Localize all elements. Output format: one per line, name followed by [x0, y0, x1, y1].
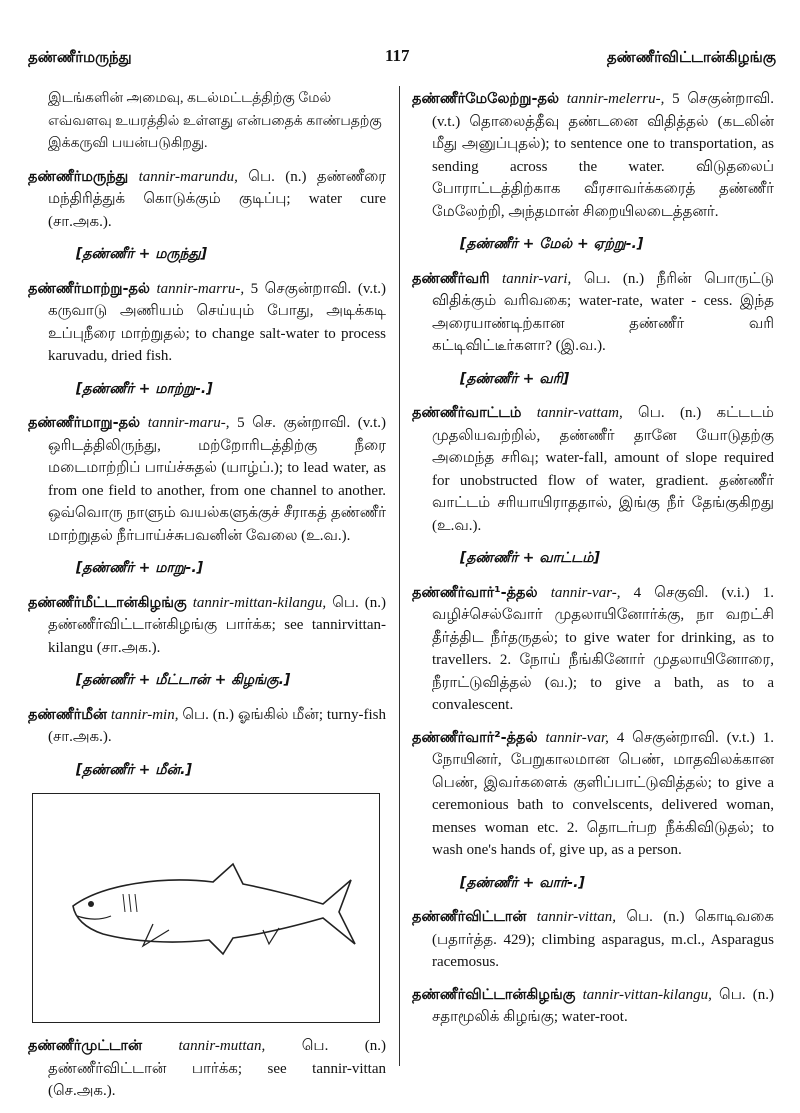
entry-body: 5 செகுன்றாவி. (v.t.) கருவாடு அணியம் செய்யும் போது, அடிக்கடி உப்புநீரை மாற்றுதல்; to change salt-water to process karuvadu, dried fish.: [48, 280, 387, 364]
header-left-guideword: தண்ணீர்மருந்து: [28, 48, 132, 66]
entry-etymology: [தண்ணீர் + வாட்டம்]: [460, 550, 600, 566]
entry-etymology: [தண்ணீர் + மாறு-.]: [76, 560, 204, 576]
entry-body: 5 செ. குன்றாவி. (v.t.) ஒரிடத்திலிருந்து, மற்றோரிடத்திற்கு நீரை மடைமாற்றிப் பாய்ச்சுதல் (யாழ்ப்.); to lead water, as from one field to another, from one channel to another. ஒவ்வொரு நாளும் வயல்களுக்குச் சீராகத் தண்ணீர் மாற்றுதல் நீர்பாய்ச்சுபவனின் வேலை (உ.வ.).: [48, 415, 386, 544]
entry-transliteration: tannir-vari,: [502, 270, 572, 287]
entry-headword: தண்ணீர்மாறு-தல்: [28, 415, 141, 431]
entry-etymology: [தண்ணீர் + மீன்.]: [76, 761, 192, 778]
dictionary-entry: [412, 984, 774, 1029]
entry-headword: தண்ணீர்வார்²-த்தல்: [412, 729, 538, 746]
entry-body: பெ. (n.) தண்ணீர்விட்டான்கிழங்கு பார்க்க; see tannirvittan-kilangu (சா.அக.).: [48, 594, 387, 656]
header-right-guideword: தண்ணீர்விட்டான்கிழங்கு: [606, 48, 776, 66]
fish-illustration-icon: [33, 794, 379, 1022]
entry-headword: தண்ணீர்மாற்று-தல்: [28, 280, 150, 297]
entry-transliteration: tannir-vattam,: [536, 405, 623, 421]
continuation-text: இடங்களின் அமைவு, கடல்மட்டத்திற்கு மேல் எவ்வளவு உயரத்தில் உள்ளது என்பதைக் காண்பதற்கு இக்கருவி பயன்படுகிறது.: [48, 91, 382, 151]
dictionary-entry: [412, 906, 774, 974]
entry-headword: தண்ணீர்விட்டான்கிழங்கு: [412, 986, 576, 1003]
entry-transliteration: tannir-muttan,: [178, 1038, 266, 1054]
entry-etymology: [தண்ணீர் + மேல் + ஏற்று-.]: [460, 236, 644, 252]
entry-headword: தண்ணீர்மருந்து: [28, 168, 129, 185]
entry-etymology: [தண்ணீர் + வரி]: [460, 370, 570, 387]
entry-headword: தண்ணீர்மீன்: [28, 706, 107, 723]
entry-transliteration: tannir-vittan,: [536, 909, 617, 925]
entry-transliteration: tannir-maru-,: [147, 415, 230, 431]
entry-headword: தண்ணீர்மேலேற்று-தல்: [412, 91, 559, 107]
dictionary-entry: [28, 166, 386, 234]
dictionary-entry: [412, 268, 774, 358]
entry-headword: தண்ணீர்மீட்டான்கிழங்கு: [28, 594, 187, 611]
entry-body: பெ. (n.) சதாமூலிக் கிழங்கு; water-root.: [432, 986, 774, 1025]
entry-transliteration: tannir-min,: [110, 706, 179, 723]
entry-headword: தண்ணீர்வரி: [412, 270, 490, 287]
entry-etymology: [தண்ணீர் + வார்-.]: [460, 874, 585, 891]
dictionary-entry: [412, 727, 774, 862]
entry-headword: தண்ணீர்முட்டான்: [28, 1038, 143, 1054]
left-column: [28, 88, 386, 1113]
dictionary-entry: [28, 412, 386, 547]
dictionary-entry: [412, 582, 774, 717]
column-divider: [399, 86, 400, 1066]
entry-body: பெ. (n.) கொடிவகை (பதார்த்த. 429); climbing asparagus, m.cl., Asparagus racemosus.: [432, 909, 774, 970]
entry-transliteration: tannir-marundu,: [138, 168, 238, 185]
entry-body: பெ. (n.) கட்டடம் முதலியவற்றில், தண்ணீர் தானே யோடுதற்கு அமைந்த சரிவு; water-fall, amount of slope required for unobstructed flow of water, gradient. தண்ணீர் வாட்டம் சரியாயிராததால், இங்கு நீர் தேங்குகிறது (உ.வ.).: [432, 405, 774, 534]
entry-body: 4 செகுன்றாவி. (v.t.) 1. நோயினர், பேறுகாலமான பெண், மாதவிலக்கான பெண், இவர்களைக் குளிப்பாட்டுவித்தல்; to give a ceremonious bath to convelscents, delivered woman, menses woman etc. 2. தொடர்பற நீக்கிவிடுதல்; to wash one's hands of, give up, as a person.: [432, 729, 774, 858]
entry-transliteration: tannir-marru-,: [156, 280, 245, 297]
dictionary-entry: [412, 402, 774, 537]
fish-figure-box: [32, 793, 380, 1023]
entry-body: 4 செகுவி. (v.i.) 1. வழிச்செல்வோர் முதலாயினோர்க்கு, நா வறட்சி தீர்த்திட நீர்தருதல்; to give water for drinking, as to travellers. 2. நோய் நீங்கினோர் முதலாயினோரை, நீராட்டுவித்தல் (வ.); to give a bath, as to a convalescent.: [432, 584, 775, 713]
entry-headword: தண்ணீர்விட்டான்: [412, 909, 527, 925]
entry-etymology: [தண்ணீர் + மீட்டான் + கிழங்கு.]: [76, 672, 291, 688]
entry-etymology: [தண்ணீர் + மாற்று-.]: [76, 380, 213, 397]
page-number: 117: [385, 46, 410, 65]
dictionary-entry: [28, 704, 386, 749]
entry-body: பெ. (n.) தண்ணீரை மந்திரித்துக் கொடுக்கும் குடிப்பு; water cure (சா.அக.).: [48, 168, 387, 230]
dictionary-entry: [412, 88, 774, 223]
entry-etymology: [தண்ணீர் + மருந்து]: [76, 246, 208, 262]
right-column: [412, 88, 774, 1039]
entry-transliteration: tannir-mittan-kilangu,: [192, 594, 327, 611]
entry-body: பெ. (n.) தண்ணீர்விட்டான் பார்க்க; see tannir-vittan (செ.அக.).: [48, 1038, 387, 1099]
dictionary-entry: [28, 592, 386, 660]
entry-transliteration: tannir-vittan-kilangu,: [582, 986, 712, 1003]
entry-transliteration: tannir-melerru-,: [566, 91, 665, 107]
dictionary-entry: [28, 278, 386, 368]
entry-headword: தண்ணீர்வாட்டம்: [412, 405, 522, 421]
dictionary-entry: [28, 1035, 386, 1103]
entry-transliteration: tannir-var-,: [550, 584, 621, 601]
entry-headword: தண்ணீர்வார்¹-த்தல்: [412, 584, 538, 601]
entry-transliteration: tannir-var,: [545, 729, 609, 746]
entry-body: 5 செகுன்றாவி. (v.t.) தொலைத்தீவு தண்டனை விதித்தல் (கடலின் மீது அனுப்புதல்); to sentence one to transportation, as sending across the water. விடுதலைப் போராட்டத்திற்காக வீரசாவர்க்கரைத் தண்ணீர் மேலேற்றி, அந்தமான் சிறையிலடைத்தனர்.: [432, 91, 774, 220]
page-header: [0, 40, 800, 74]
entry-body: பெ. (n.) ஓங்கில் மீன்; turny-fish (சா.அக.).: [48, 706, 387, 745]
entry-body: பெ. (n.) நீரின் பொருட்டு விதிக்கும் வரிவகை; water-rate, water - cess. இந்த அரையாண்டிற்கான தண்ணீர் வரி கட்டிவிட்டீர்களா? (இ.வ.).: [432, 270, 774, 354]
